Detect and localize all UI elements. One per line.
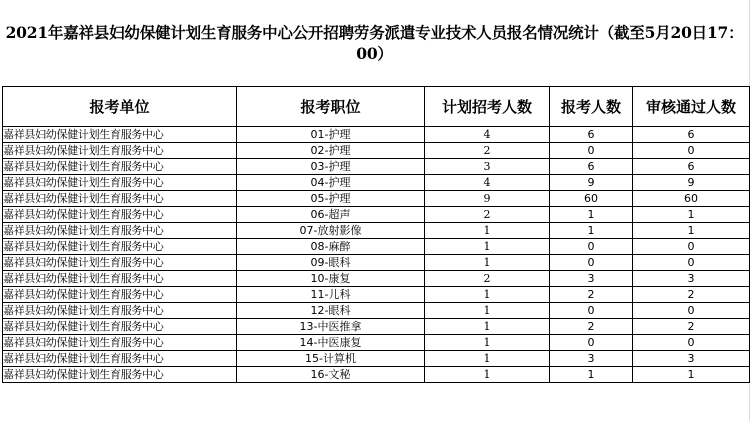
cell-unit[interactable]: 嘉祥县妇幼保健计划生育服务中心 — [3, 255, 237, 271]
cell-plan[interactable]: 2 — [425, 207, 550, 223]
cell-applied[interactable]: 3 — [550, 351, 633, 367]
cell-applied[interactable]: 60 — [550, 191, 633, 207]
cell-applied[interactable]: 6 — [550, 159, 633, 175]
cell-applied[interactable]: 2 — [550, 287, 633, 303]
cell-passed[interactable]: 0 — [633, 143, 750, 159]
header-plan[interactable]: 计划招考人数 — [425, 87, 550, 127]
cell-passed[interactable]: 0 — [633, 303, 750, 319]
cell-plan[interactable]: 1 — [425, 303, 550, 319]
table-row — [3, 367, 750, 383]
cell-plan[interactable]: 1 — [425, 367, 550, 383]
cell-passed[interactable]: 3 — [633, 271, 750, 287]
sheet-title[interactable]: 2021年嘉祥县妇幼保健计划生育服务中心公开招聘劳务派遣专业技术人员报名情况统计（截至5月20日17：00） — [5, 23, 744, 63]
cell-position[interactable]: 03-护理 — [237, 159, 425, 175]
cell-unit[interactable]: 嘉祥县妇幼保健计划生育服务中心 — [3, 271, 237, 287]
table-row — [3, 271, 750, 287]
cell-plan[interactable]: 1 — [425, 255, 550, 271]
cell-passed[interactable]: 0 — [633, 335, 750, 351]
cell-applied[interactable]: 0 — [550, 143, 633, 159]
cell-plan[interactable]: 1 — [425, 319, 550, 335]
cell-passed[interactable]: 60 — [633, 191, 750, 207]
table-row — [3, 191, 750, 207]
cell-applied[interactable]: 1 — [550, 207, 633, 223]
cell-passed[interactable]: 1 — [633, 223, 750, 239]
cell-position[interactable]: 02-护理 — [237, 143, 425, 159]
cell-plan[interactable]: 4 — [425, 127, 550, 143]
cell-plan[interactable]: 9 — [425, 191, 550, 207]
cell-unit[interactable]: 嘉祥县妇幼保健计划生育服务中心 — [3, 127, 237, 143]
table-row — [3, 335, 750, 351]
header-passed[interactable]: 审核通过人数 — [633, 87, 750, 127]
cell-position[interactable]: 05-护理 — [237, 191, 425, 207]
cell-unit[interactable]: 嘉祥县妇幼保健计划生育服务中心 — [3, 303, 237, 319]
cell-position[interactable]: 06-超声 — [237, 207, 425, 223]
cell-passed[interactable]: 6 — [633, 127, 750, 143]
cell-unit[interactable]: 嘉祥县妇幼保健计划生育服务中心 — [3, 335, 237, 351]
cell-plan[interactable]: 1 — [425, 287, 550, 303]
cell-applied[interactable]: 9 — [550, 175, 633, 191]
table-row — [3, 175, 750, 191]
cell-passed[interactable]: 2 — [633, 319, 750, 335]
cell-applied[interactable]: 0 — [550, 303, 633, 319]
cell-applied[interactable]: 1 — [550, 223, 633, 239]
table-row — [3, 127, 750, 143]
cell-position[interactable]: 08-麻醉 — [237, 239, 425, 255]
cell-unit[interactable]: 嘉祥县妇幼保健计划生育服务中心 — [3, 207, 237, 223]
cell-plan[interactable]: 2 — [425, 271, 550, 287]
cell-passed[interactable]: 2 — [633, 287, 750, 303]
table-row — [3, 287, 750, 303]
table-body — [3, 127, 750, 383]
cell-plan[interactable]: 1 — [425, 223, 550, 239]
table-row — [3, 159, 750, 175]
table-row — [3, 239, 750, 255]
cell-position[interactable]: 16-文秘 — [237, 367, 425, 383]
cell-unit[interactable]: 嘉祥县妇幼保健计划生育服务中心 — [3, 143, 237, 159]
cell-applied[interactable]: 0 — [550, 239, 633, 255]
cell-unit[interactable]: 嘉祥县妇幼保健计划生育服务中心 — [3, 175, 237, 191]
cell-unit[interactable]: 嘉祥县妇幼保健计划生育服务中心 — [3, 223, 237, 239]
cell-passed[interactable]: 1 — [633, 207, 750, 223]
cell-applied[interactable]: 1 — [550, 367, 633, 383]
table-row — [3, 207, 750, 223]
cell-unit[interactable]: 嘉祥县妇幼保健计划生育服务中心 — [3, 159, 237, 175]
cell-applied[interactable]: 6 — [550, 127, 633, 143]
cell-position[interactable]: 04-护理 — [237, 175, 425, 191]
cell-position[interactable]: 09-眼科 — [237, 255, 425, 271]
table-row — [3, 351, 750, 367]
cell-position[interactable]: 14-中医康复 — [237, 335, 425, 351]
cell-plan[interactable]: 1 — [425, 351, 550, 367]
cell-position[interactable]: 07-放射影像 — [237, 223, 425, 239]
table-row — [3, 255, 750, 271]
cell-position[interactable]: 01-护理 — [237, 127, 425, 143]
header-applied[interactable]: 报考人数 — [550, 87, 633, 127]
table-row — [3, 223, 750, 239]
cell-unit[interactable]: 嘉祥县妇幼保健计划生育服务中心 — [3, 287, 237, 303]
cell-applied[interactable]: 3 — [550, 271, 633, 287]
header-position[interactable]: 报考职位 — [237, 87, 425, 127]
table-row — [3, 319, 750, 335]
cell-unit[interactable]: 嘉祥县妇幼保健计划生育服务中心 — [3, 367, 237, 383]
header-row — [3, 87, 750, 127]
header-unit[interactable]: 报考单位 — [3, 87, 237, 127]
cell-position[interactable]: 12-眼科 — [237, 303, 425, 319]
cell-applied[interactable]: 2 — [550, 319, 633, 335]
cell-passed[interactable]: 0 — [633, 255, 750, 271]
cell-passed[interactable]: 0 — [633, 239, 750, 255]
cell-passed[interactable]: 3 — [633, 351, 750, 367]
cell-passed[interactable]: 6 — [633, 159, 750, 175]
cell-position[interactable]: 11-儿科 — [237, 287, 425, 303]
cell-passed[interactable]: 1 — [633, 367, 750, 383]
cell-plan[interactable]: 1 — [425, 335, 550, 351]
cell-applied[interactable]: 0 — [550, 255, 633, 271]
cell-unit[interactable]: 嘉祥县妇幼保健计划生育服务中心 — [3, 191, 237, 207]
cell-unit[interactable]: 嘉祥县妇幼保健计划生育服务中心 — [3, 239, 237, 255]
cell-plan[interactable]: 4 — [425, 175, 550, 191]
table-row — [3, 143, 750, 159]
cell-plan[interactable]: 1 — [425, 239, 550, 255]
cell-plan[interactable]: 2 — [425, 143, 550, 159]
cell-plan[interactable]: 3 — [425, 159, 550, 175]
cell-position[interactable]: 10-康复 — [237, 271, 425, 287]
cell-unit[interactable]: 嘉祥县妇幼保健计划生育服务中心 — [3, 319, 237, 335]
cell-applied[interactable]: 0 — [550, 335, 633, 351]
cell-unit[interactable]: 嘉祥县妇幼保健计划生育服务中心 — [3, 351, 237, 367]
cell-position[interactable]: 15-计算机 — [237, 351, 425, 367]
table-row — [3, 303, 750, 319]
cell-position[interactable]: 13-中医推拿 — [237, 319, 425, 335]
registration-table — [2, 86, 750, 383]
cell-passed[interactable]: 9 — [633, 175, 750, 191]
